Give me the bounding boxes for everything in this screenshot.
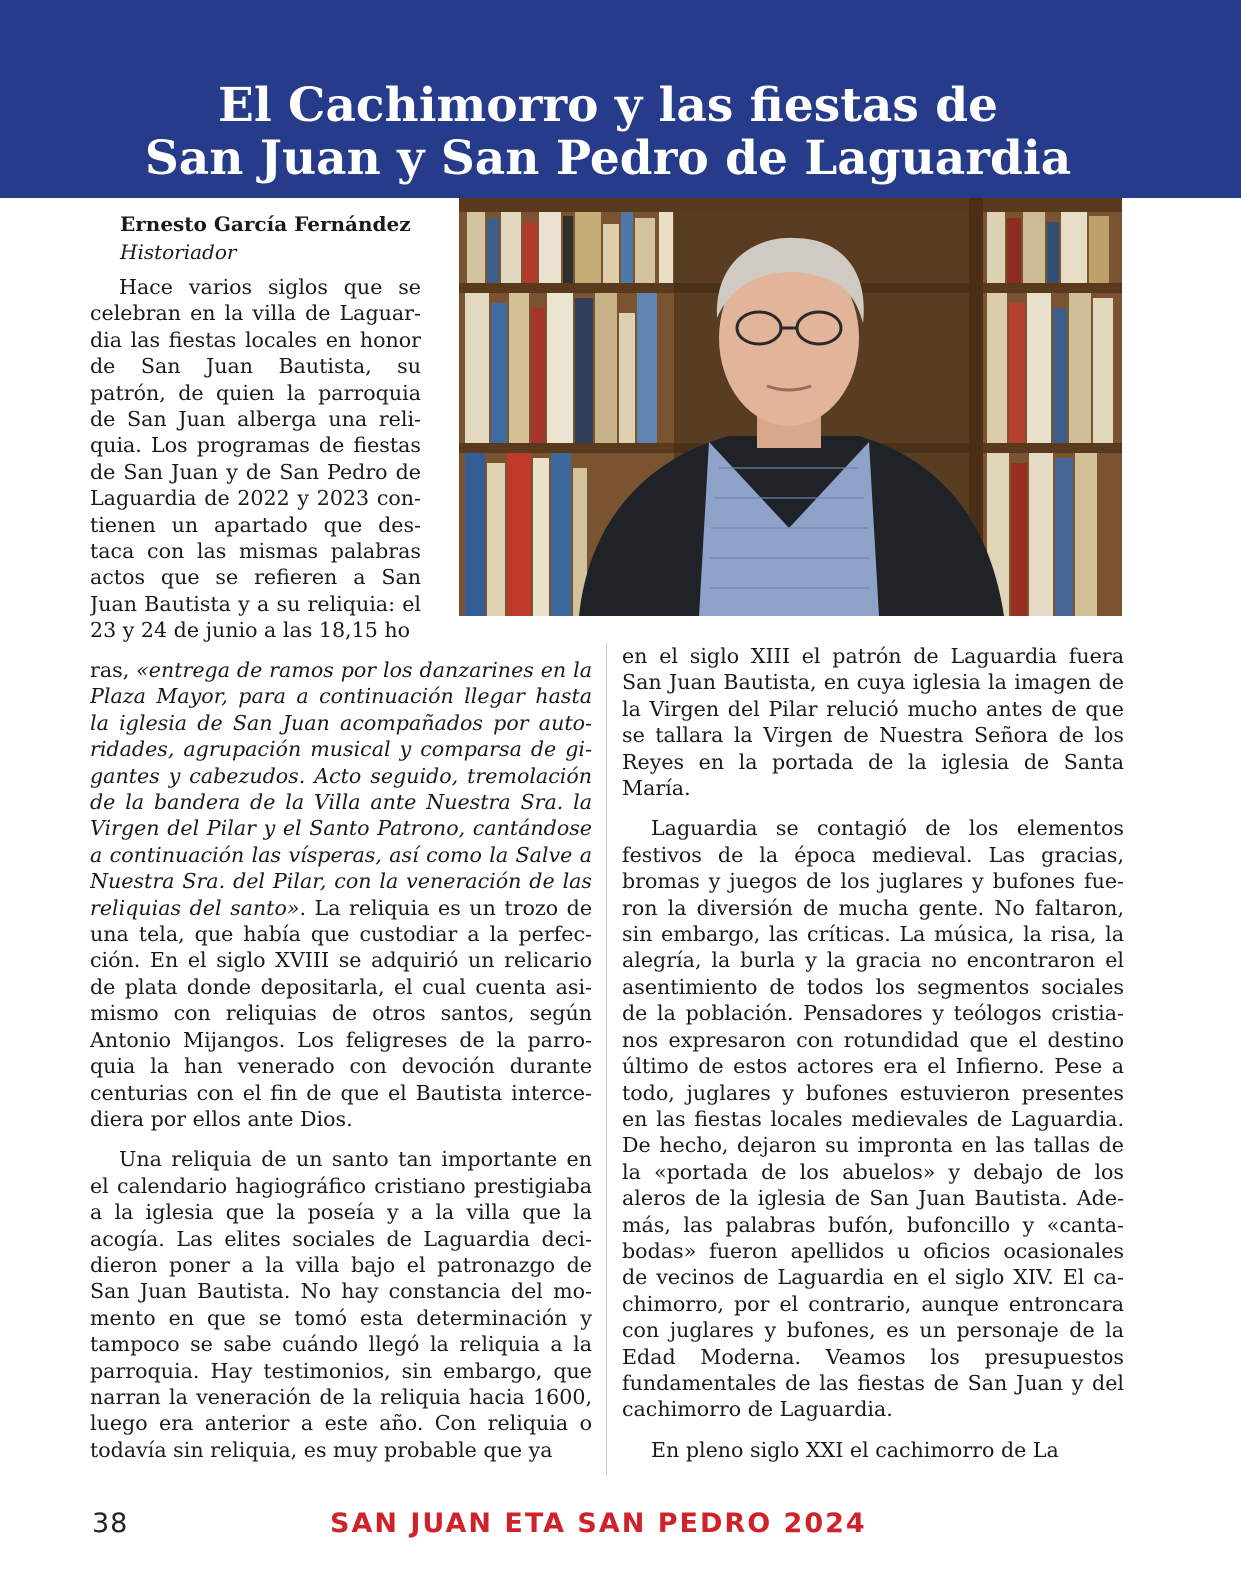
column-divider bbox=[606, 643, 607, 1475]
paragraph-1-lead: ras, bbox=[90, 658, 137, 682]
paragraph-2: Una reliquia de un santo tan importante en el calendario hagiográfico cristiano prestigiaba a la iglesia que la poseía y a la villa que la acogía. Las elites sociales de Laguardia decidieron poner a la villa bajo el patronazgo de San Juan Bautista. No hay constancia del momento en que se tomó esta determinación y tampoco se sabe cuándo llegó la reliquia a la parroquia. Hay testimonios, sin embargo, que narran la veneración de la reliquia hacia 1600, luego era anterior a este año. Con reliquia o todavía sin reliquia, es muy probable que ya bbox=[90, 1147, 592, 1462]
program-quote: «entrega de ramos por los danzarines en la Plaza Mayor, para a continuación llegar hasta la iglesia de San Juan acompañados por autoridades, agrupación musical y comparsa de gigantes y cabezudos. Acto seguido, tremolación de la bandera de la Villa ante Nuestra Sra. la Virgen del Pilar y el Santo Patrono, cantándose a continuación las vísperas, así como la Salve a Nuestra Sra. del Pilar, con la veneración de las reliquias del santo» bbox=[90, 658, 592, 920]
article-column-narrow bbox=[90, 274, 421, 658]
portrait-photo bbox=[459, 198, 1122, 616]
author-name: Ernesto García Fernández bbox=[120, 212, 411, 236]
paragraph-1-end: . La reliquia es un trozo de una tela, que había que custodiar a la perfección. En el siglo XVIII se adquirió un relicario de plata donde depositarla, el cual cuenta asimismo con reliquias de otros santos, según Antonio Mijangos. Los feligreses de la parroquia la han venerado con devoción durante centurias con el fin de que el Bautista intercediera por ellos ante Dios. bbox=[90, 895, 592, 1131]
article-column-left bbox=[90, 657, 592, 1475]
article-column-right bbox=[622, 643, 1124, 1475]
paragraph-3: Laguardia se contagió de los elementos festivos de la época medieval. Las gracias, bromas y juegos de los juglares y bufones fueron la diversión de mucha gente. No faltaron, sin embargo, las críticas. La música, la risa, la alegría, la burla y la gracia no encontraron el asentimiento de todos los segmentos sociales de la población. Pensadores y teólogos cristianos expresaron con rotundidad que el destino último de estos actores era el Infierno. Pese a todo, juglares y bufones estuvieron presentes en las fiestas locales medievales de Laguardia. De hecho, dejaron su impronta en las tallas de la «portada de los abuelos» y debajo de los aleros de la iglesia de San Juan Bautista. Además, las palabras bufón, bufoncillo y «cantabodas» fueron apellidos u oficios ocasionales de vecinos de Laguardia en el siglo XIV. El cachimorro, por el contrario, aunque entroncara con juglares y bufones, es un personaje de la Edad Moderna. Veamos los presupuestos fundamentales de las fiestas de San Juan y del cachimorro de Laguardia. bbox=[622, 816, 1124, 1422]
paragraph-2-continued: en el siglo XIII el patrón de Laguardia fuera San Juan Bautista, en cuya iglesia la imagen de la Virgen del Pilar relució mucho antes de que se tallara la Virgen de Nuestra Señora de los Reyes en la portada de la iglesia de Santa María. bbox=[622, 644, 1124, 801]
title-banner bbox=[0, 0, 1241, 198]
paragraph-4: En pleno siglo XXI el cachimorro de La bbox=[651, 1437, 1059, 1462]
publication-title: SAN JUAN ETA SAN PEDRO 2024 bbox=[330, 1508, 867, 1539]
page-number: 38 bbox=[92, 1508, 129, 1539]
paragraph-1-continued bbox=[90, 657, 592, 1132]
title-line-1: El Cachimorro y las fiestas de bbox=[218, 78, 998, 133]
title-line-2: San Juan y San Pedro de Laguardia bbox=[144, 131, 1072, 186]
portrait-illustration bbox=[459, 198, 1122, 616]
paragraph-1-start: Hace varios siglos que se celebran en la villa de Laguardia las fiestas locales en honor de San Juan Bautista, su patrón, de quien la parroquia de San Juan alberga una reliquia. Los programas de fiestas de San Juan y de San Pedro de Laguardia de 2022 y 2023 contienen un apartado que destaca con las mismas palabras actos que se refieren a San Juan Bautista y a su reliquia: el 23 y 24 de junio a las 18,15 ho bbox=[90, 275, 421, 643]
author-role: Historiador bbox=[120, 240, 237, 264]
byline bbox=[120, 210, 420, 266]
